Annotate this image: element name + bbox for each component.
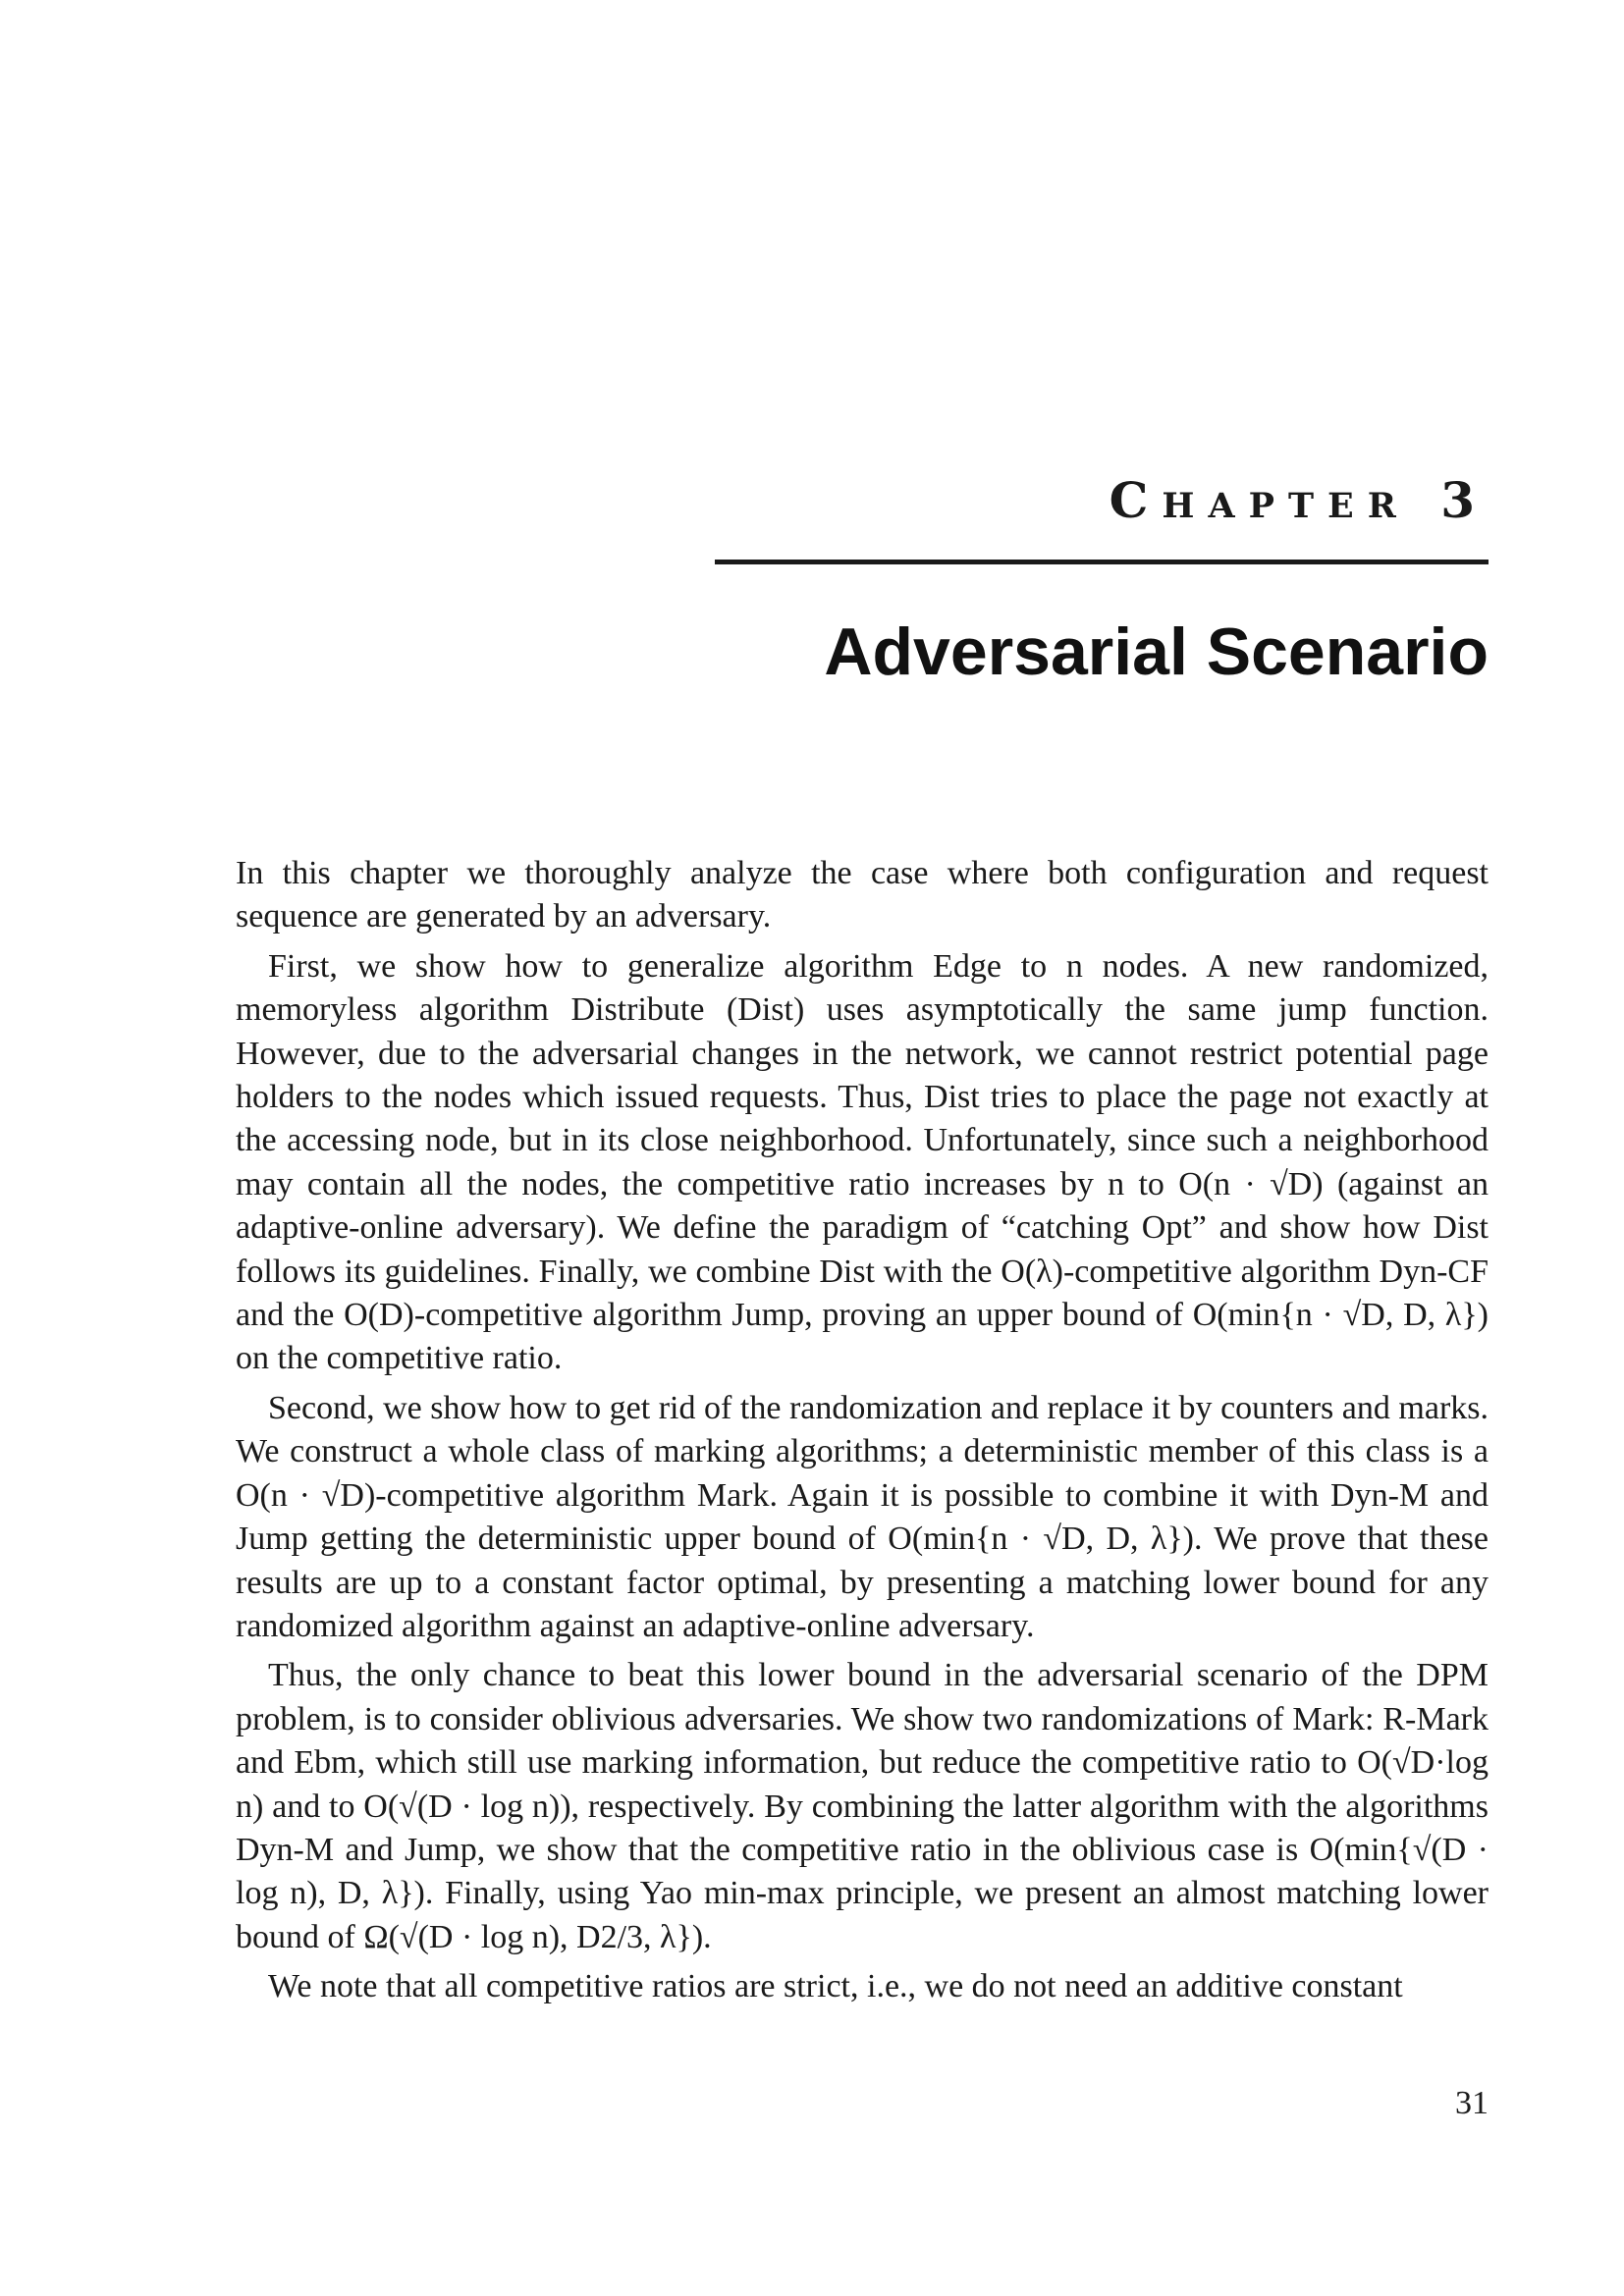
paragraph-4: Thus, the only chance to beat this lower bound in the adversarial scenario of the DPM problem, is to consider oblivious adversaries. We show two randomizations of Mark: R-Mark and Ebm, which still use marking information, but reduce the competitive ratio to O(√D·log n) and to O(√(D · log n)), respectively. By combining the latter algorithm with the algorithms Dyn-M and Jump, we show that the competitive ratio in the oblivious case is O(min{√(D · log n), D, λ}). Finally, using Yao min-max principle, we present an almost matching lower bound of Ω(√(D · log n), D2/3, λ}). (236, 1657, 1489, 1955)
chapter-label: Chapter 3 (1109, 471, 1489, 529)
chapter-title: Adversarial Scenario (824, 614, 1489, 689)
paragraph-3: Second, we show how to get rid of the randomization and replace it by counters and marks. We construct a whole class of marking algorithms; a deterministic member of this class is a O(n · √D)-competitive algorithm Mark. Again it is possible to combine it with Dyn-M and Jump getting the deterministic upper bound of O(min{n · √D, D, λ}). We prove that these results are up to a constant factor optimal, by presenting a matching lower bound for any randomized algorithm against an adaptive-online adversary. (236, 1389, 1489, 1644)
chapter-rule (715, 560, 1489, 564)
paragraph-1: In this chapter we thoroughly analyze the case where both configuration and request sequence are generated by an adversary. (236, 855, 1489, 935)
body-text (236, 852, 1489, 2015)
paragraph-5: We note that all competitive ratios are strict, i.e., we do not need an additive constant (268, 1968, 1403, 2005)
paragraph-2: First, we show how to generalize algorithm Edge to n nodes. A new randomized, memoryless algorithm Distribute (Dist) uses asymptotically the same jump function. However, due to the adversarial changes in the network, we cannot restrict potential page holders to the nodes which issued requests. Thus, Dist tries to place the page not exactly at the accessing node, but in its close neighborhood. Unfortunately, since such a neighborhood may contain all the nodes, the competitive ratio increases by n to O(n · √D) (against an adaptive-online adversary). We define the paradigm of “catching Opt” and show how Dist follows its guidelines. Finally, we combine Dist with the O(λ)-competitive algorithm Dyn-CF and the O(D)-competitive algorithm Jump, proving an upper bound of O(min{n · √D, D, λ}) on the competitive ratio. (236, 947, 1489, 1377)
page-number: 31 (1455, 2085, 1489, 2121)
